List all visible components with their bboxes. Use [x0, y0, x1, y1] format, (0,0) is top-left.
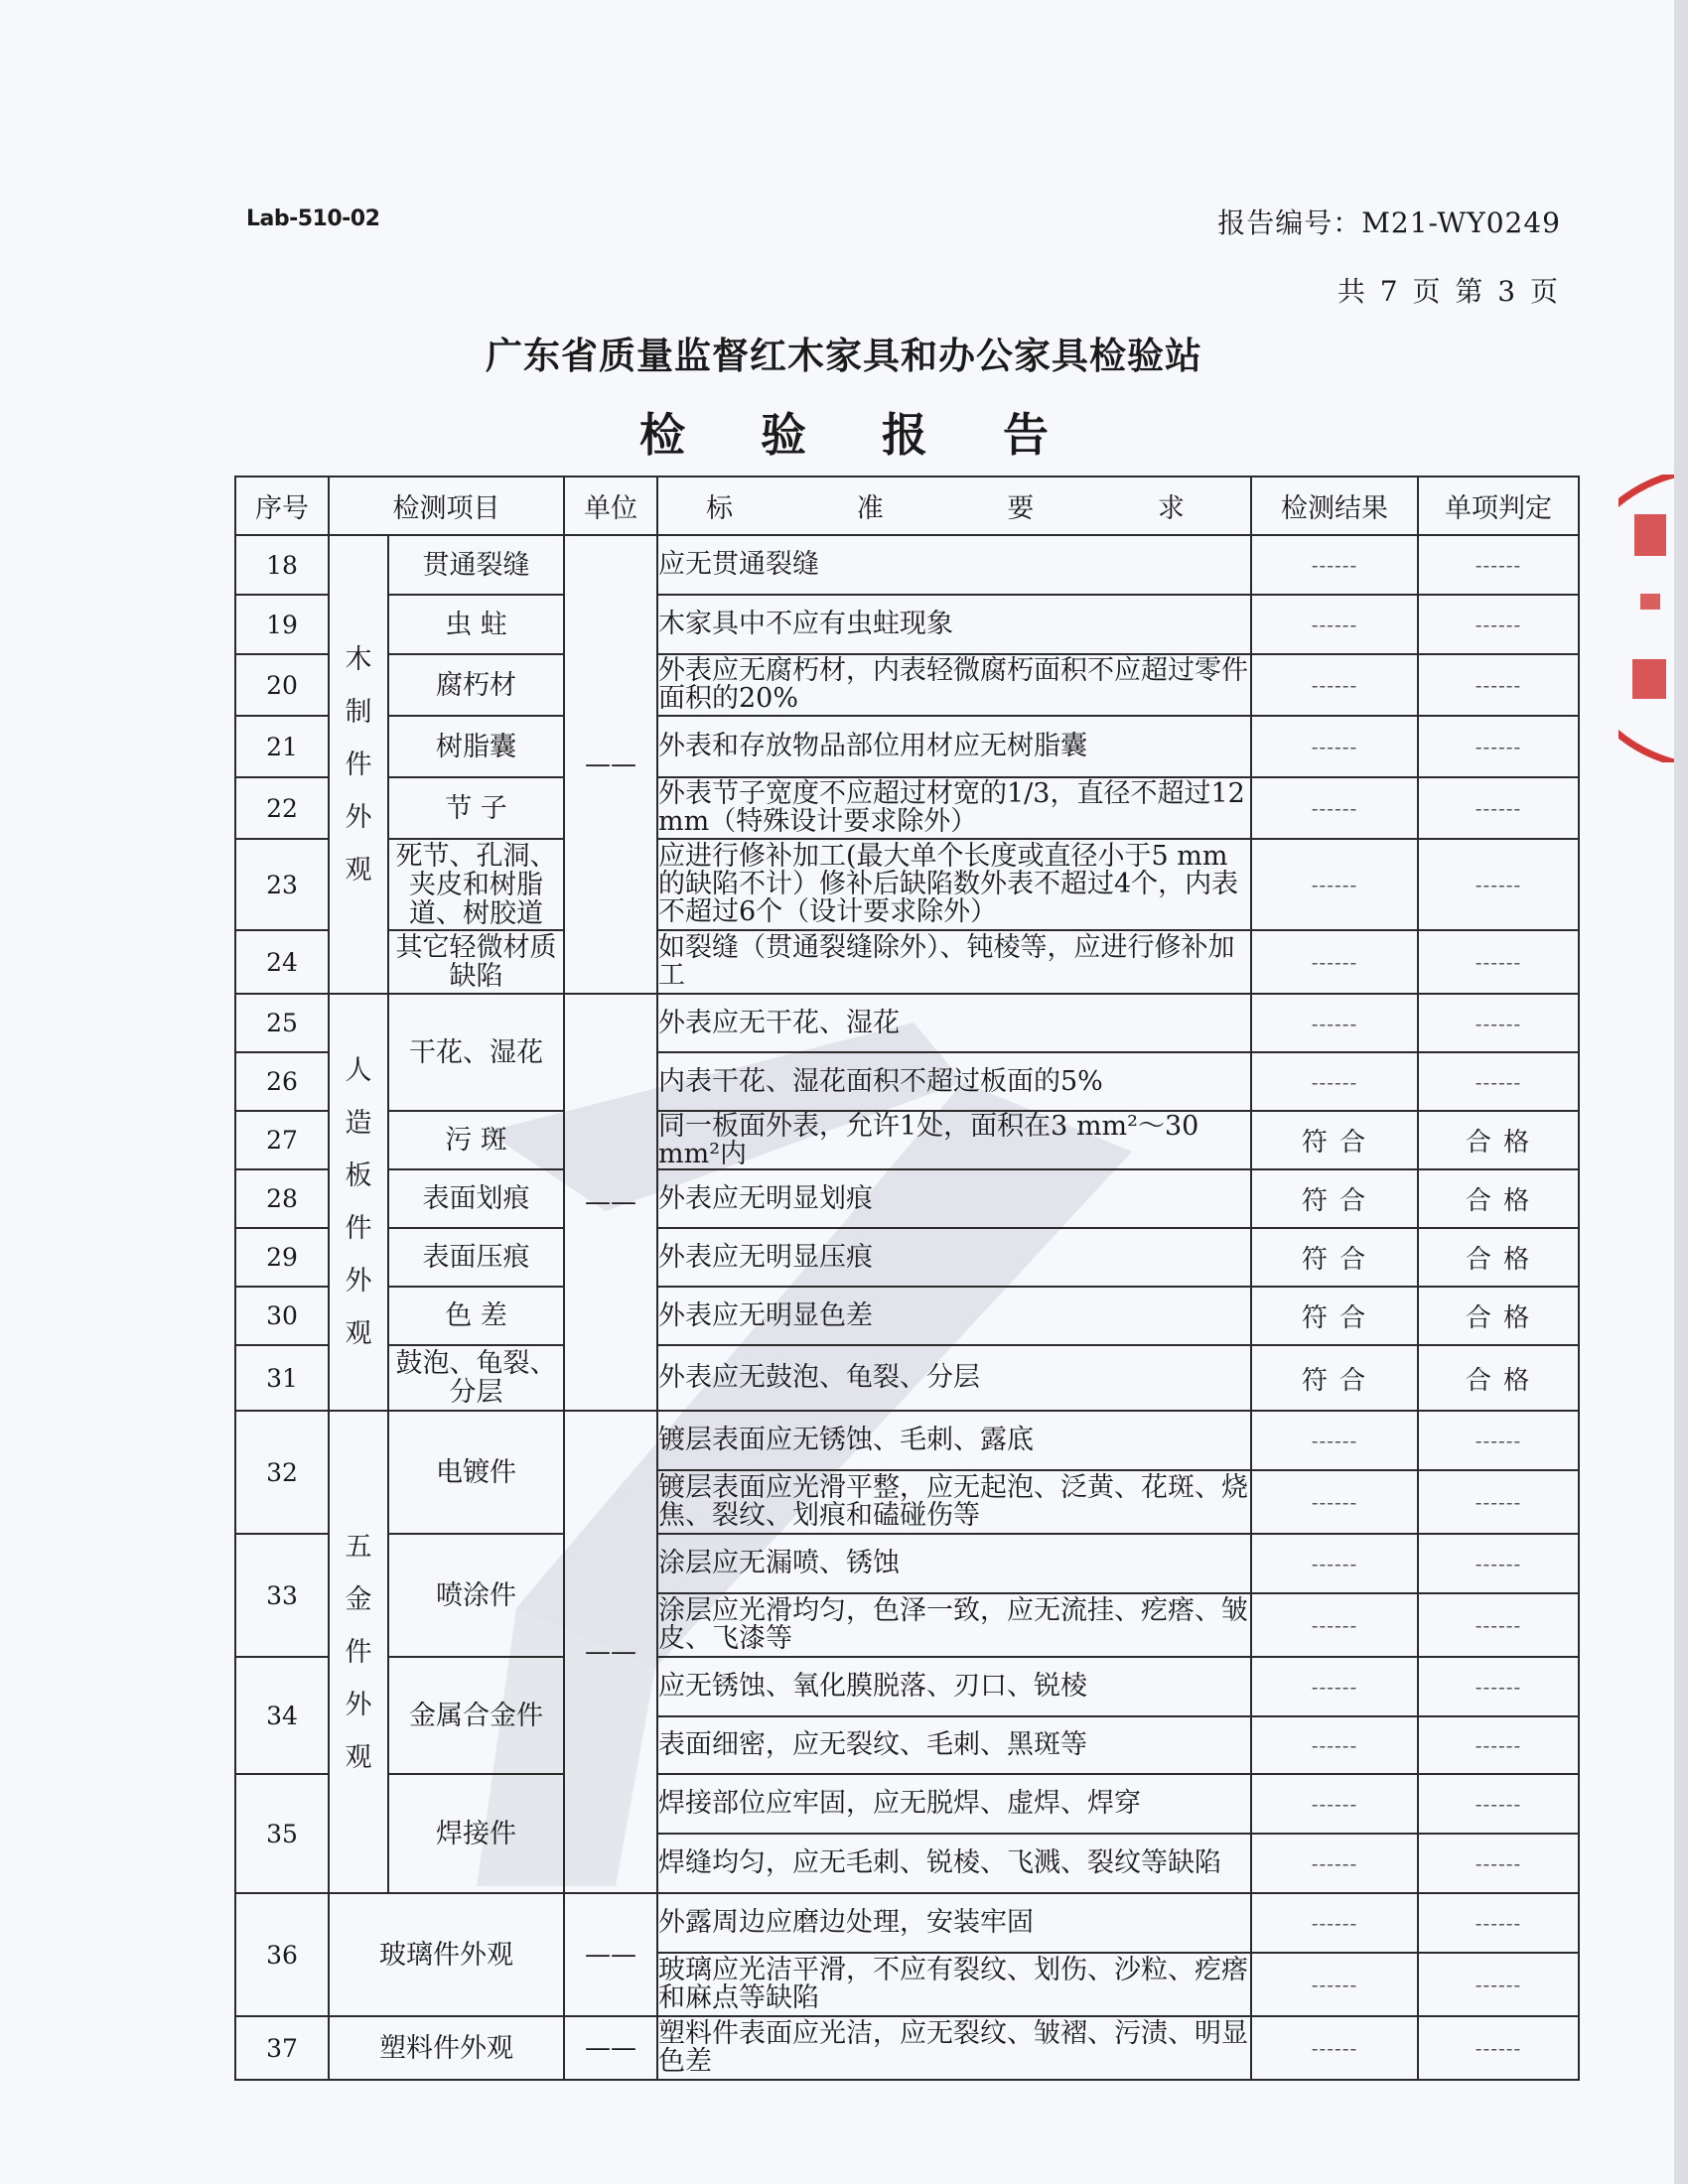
result: ------: [1251, 1470, 1418, 1534]
test-item: 节 子: [388, 777, 564, 839]
requirement: 应进行修补加工(最大单个长度或直径小于5 mm的缺陷不计）修补后缺陷数外表不超过4个，内表不超过6个（设计要求除外）: [657, 839, 1251, 930]
result: 符 合: [1251, 1169, 1418, 1228]
result: ------: [1251, 595, 1418, 654]
requirement: 镀层表面应无锈蚀、毛刺、露底: [657, 1411, 1251, 1470]
row-number: 32: [235, 1411, 329, 1534]
test-item: 金属合金件: [388, 1657, 564, 1774]
requirement: 外露周边应磨边处理，安装牢固: [657, 1893, 1251, 1953]
row-number: 23: [235, 839, 329, 930]
inspection-table: [234, 476, 1580, 2081]
table-row: [235, 535, 1579, 595]
requirement: 外表应无明显压痕: [657, 1228, 1251, 1287]
test-item: 污 斑: [388, 1111, 564, 1169]
table-row: [235, 1893, 1579, 1953]
category-hardware: 五 金 件 外 观: [329, 1411, 388, 1893]
table-row: [235, 839, 1579, 930]
test-item: 玻璃件外观: [329, 1893, 564, 2016]
verdict: ------: [1418, 2016, 1579, 2080]
col-header-no: 序号: [235, 477, 329, 535]
result: ------: [1251, 535, 1418, 595]
unit-cell: ——: [564, 1893, 657, 2016]
test-item: 表面划痕: [388, 1169, 564, 1228]
requirement: 焊接部位应牢固，应无脱焊、虚焊、焊穿: [657, 1774, 1251, 1834]
verdict: 合 格: [1418, 1228, 1579, 1287]
result: 符 合: [1251, 1345, 1418, 1411]
result: ------: [1251, 1411, 1418, 1470]
row-number: 30: [235, 1287, 329, 1345]
requirement: 涂层应无漏喷、锈蚀: [657, 1534, 1251, 1593]
table-row: [235, 1411, 1579, 1470]
row-number: 29: [235, 1228, 329, 1287]
verdict: 合 格: [1418, 1345, 1579, 1411]
result: ------: [1251, 1052, 1418, 1111]
row-number: 24: [235, 930, 329, 994]
row-number: 18: [235, 535, 329, 595]
test-item: 死节、孔洞、夹皮和树脂道、树胶道: [388, 839, 564, 930]
verdict: ------: [1418, 1893, 1579, 1953]
unit-cell: ——: [564, 2016, 657, 2080]
verdict: ------: [1418, 1470, 1579, 1534]
requirement: 焊缝均匀，应无毛刺、锐棱、飞溅、裂纹等缺陷: [657, 1834, 1251, 1893]
report-title: 检 验 报 告: [638, 408, 1079, 462]
table-row: [235, 1169, 1579, 1228]
result: ------: [1251, 839, 1418, 930]
table-row: [235, 1657, 1579, 1716]
table-row: [235, 1534, 1579, 1593]
test-item: 虫 蛀: [388, 595, 564, 654]
test-item: 表面压痕: [388, 1228, 564, 1287]
table-row: [235, 1287, 1579, 1345]
row-number: 37: [235, 2016, 329, 2080]
row-number: 19: [235, 595, 329, 654]
result: ------: [1251, 1834, 1418, 1893]
table-row: [235, 716, 1579, 777]
table-row: [235, 994, 1579, 1052]
test-item: 树脂囊: [388, 716, 564, 777]
verdict: 合 格: [1418, 1287, 1579, 1345]
requirement: 外表应无鼓泡、龟裂、分层: [657, 1345, 1251, 1411]
result: ------: [1251, 1657, 1418, 1716]
test-item: 焊接件: [388, 1774, 564, 1893]
table-row: [235, 1774, 1579, 1834]
requirement: 同一板面外表，允许1处，面积在3 mm²～30 mm²内: [657, 1111, 1251, 1169]
requirement: 外表和存放物品部位用材应无树脂囊: [657, 716, 1251, 777]
verdict: ------: [1418, 777, 1579, 839]
verdict: ------: [1418, 1411, 1579, 1470]
row-number: 33: [235, 1534, 329, 1657]
test-item: 电镀件: [388, 1411, 564, 1534]
requirement: 外表应无腐朽材，内表轻微腐朽面积不应超过零件面积的20%: [657, 654, 1251, 716]
lab-code: Lab-510-02: [246, 206, 380, 231]
unit-cell: ——: [564, 1411, 657, 1893]
requirement: 外表应无干花、湿花: [657, 994, 1251, 1052]
result: ------: [1251, 1893, 1418, 1953]
verdict: ------: [1418, 1953, 1579, 2016]
verdict: ------: [1418, 994, 1579, 1052]
test-item: 腐朽材: [388, 654, 564, 716]
verdict: ------: [1418, 654, 1579, 716]
row-number: 34: [235, 1657, 329, 1774]
col-header-unit: 单位: [564, 477, 657, 535]
requirement: 玻璃应光洁平滑，不应有裂纹、划伤、沙粒、疙瘩和麻点等缺陷: [657, 1953, 1251, 2016]
test-item: 干花、湿花: [388, 994, 564, 1111]
table-header-row: [235, 477, 1579, 535]
table-row: [235, 2016, 1579, 2080]
col-header-requirement: 标 准 要 求: [657, 477, 1251, 535]
result: ------: [1251, 777, 1418, 839]
requirement: 镀层表面应光滑平整，应无起泡、泛黄、花斑、烧焦、裂纹、划痕和磕碰伤等: [657, 1470, 1251, 1534]
category-board: 人 造 板 件 外 观: [329, 994, 388, 1411]
verdict: ------: [1418, 1774, 1579, 1834]
verdict: ------: [1418, 1593, 1579, 1657]
verdict: 合 格: [1418, 1169, 1579, 1228]
requirement: 木家具中不应有虫蛀现象: [657, 595, 1251, 654]
row-number: 28: [235, 1169, 329, 1228]
test-item: 鼓泡、龟裂、分层: [388, 1345, 564, 1411]
verdict: 合 格: [1418, 1111, 1579, 1169]
result: 符 合: [1251, 1228, 1418, 1287]
result: ------: [1251, 1774, 1418, 1834]
result: ------: [1251, 1953, 1418, 2016]
result: 符 合: [1251, 1287, 1418, 1345]
table-row: [235, 1111, 1579, 1169]
table-row: [235, 1345, 1579, 1411]
station-name: 广东省质量监督红木家具和办公家具检验站: [486, 335, 1202, 377]
table-row: [235, 654, 1579, 716]
verdict: ------: [1418, 535, 1579, 595]
table-row: [235, 595, 1579, 654]
row-number: 20: [235, 654, 329, 716]
result: ------: [1251, 1716, 1418, 1774]
result: ------: [1251, 2016, 1418, 2080]
row-number: 35: [235, 1774, 329, 1893]
table-row: [235, 930, 1579, 994]
result: ------: [1251, 930, 1418, 994]
table-row: [235, 777, 1579, 839]
table-row: [235, 1228, 1579, 1287]
result: ------: [1251, 716, 1418, 777]
row-number: 31: [235, 1345, 329, 1411]
verdict: ------: [1418, 1834, 1579, 1893]
verdict: ------: [1418, 839, 1579, 930]
row-number: 36: [235, 1893, 329, 2016]
verdict: ------: [1418, 716, 1579, 777]
verdict: ------: [1418, 930, 1579, 994]
row-number: 22: [235, 777, 329, 839]
requirement: 外表应无明显色差: [657, 1287, 1251, 1345]
report-number: 报告编号：M21-WY0249: [1217, 206, 1561, 239]
verdict: ------: [1418, 1716, 1579, 1774]
page-count: 共 7 页 第 3 页: [1336, 275, 1561, 308]
result: ------: [1251, 994, 1418, 1052]
result: ------: [1251, 654, 1418, 716]
requirement: 表面细密，应无裂纹、毛刺、黑斑等: [657, 1716, 1251, 1774]
col-header-item: 检测项目: [329, 477, 564, 535]
requirement: 外表节子宽度不应超过材宽的1/3，直径不超过12 mm（特殊设计要求除外）: [657, 777, 1251, 839]
category-wood: 木 制 件 外 观: [329, 535, 388, 994]
result: ------: [1251, 1534, 1418, 1593]
requirement: 应无锈蚀、氧化膜脱落、刃口、锐棱: [657, 1657, 1251, 1716]
test-item: 塑料件外观: [329, 2016, 564, 2080]
result: ------: [1251, 1593, 1418, 1657]
requirement: 涂层应光滑均匀，色泽一致，应无流挂、疙瘩、皱皮、飞漆等: [657, 1593, 1251, 1657]
row-number: 27: [235, 1111, 329, 1169]
requirement: 外表应无明显划痕: [657, 1169, 1251, 1228]
col-header-result: 检测结果: [1251, 477, 1418, 535]
requirement: 塑料件表面应光洁，应无裂纹、皱褶、污渍、明显色差: [657, 2016, 1251, 2080]
verdict: ------: [1418, 1534, 1579, 1593]
verdict: ------: [1418, 1052, 1579, 1111]
unit-cell: ——: [564, 535, 657, 994]
verdict: ------: [1418, 595, 1579, 654]
test-item: 喷涂件: [388, 1534, 564, 1657]
unit-cell: ——: [564, 994, 657, 1411]
verdict: ------: [1418, 1657, 1579, 1716]
result: 符 合: [1251, 1111, 1418, 1169]
test-item: 其它轻微材质缺陷: [388, 930, 564, 994]
test-item: 色 差: [388, 1287, 564, 1345]
col-header-verdict: 单项判定: [1418, 477, 1579, 535]
test-item: 贯通裂缝: [388, 535, 564, 595]
row-number: 26: [235, 1052, 329, 1111]
requirement: 应无贯通裂缝: [657, 535, 1251, 595]
row-number: 21: [235, 716, 329, 777]
requirement: 如裂缝（贯通裂缝除外）、钝棱等，应进行修补加工: [657, 930, 1251, 994]
row-number: 25: [235, 994, 329, 1052]
requirement: 内表干花、湿花面积不超过板面的5%: [657, 1052, 1251, 1111]
